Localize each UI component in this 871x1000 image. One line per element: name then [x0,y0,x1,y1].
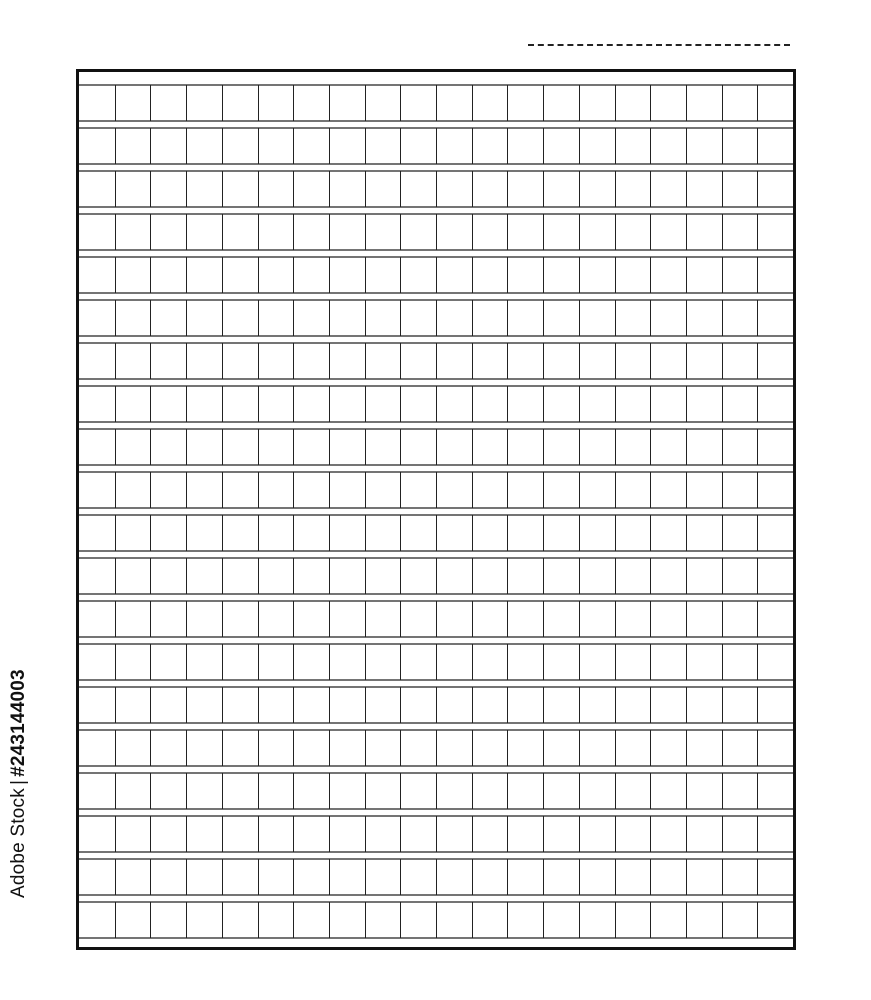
name-dashed-line [528,44,790,46]
stock-watermark-id [8,669,30,898]
stock-number: #243144003 [8,669,29,777]
manuscript-grid [79,72,793,947]
manuscript-grid-sheet [76,69,796,950]
stock-separator: | [8,779,29,786]
stock-brand: Adobe Stock [8,788,29,898]
